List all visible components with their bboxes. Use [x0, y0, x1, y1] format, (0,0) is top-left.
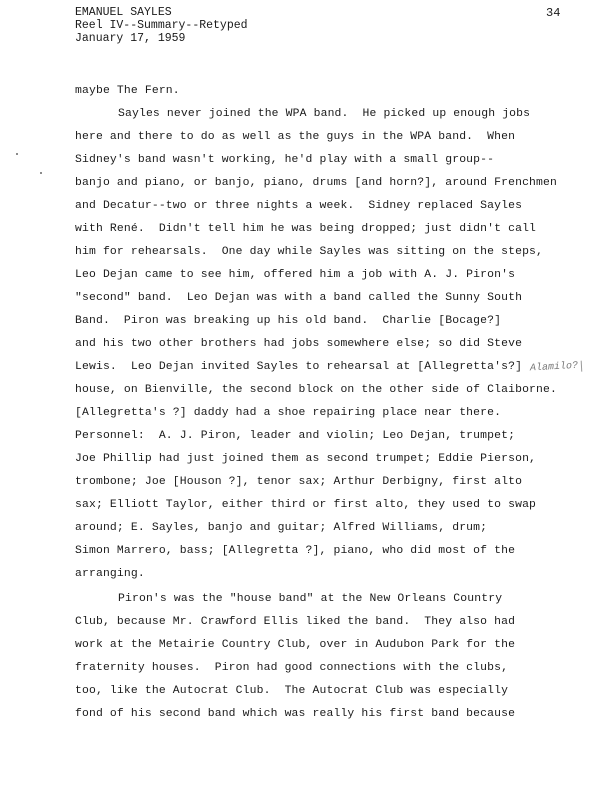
body-line: work at the Metairie Country Club, over in Audubon Park for the: [75, 639, 516, 651]
body-line: Personnel: A. J. Piron, leader and violin; Leo Dejan, trumpet;: [75, 430, 516, 442]
body-line: Sidney's band wasn't working, he'd play with a small group--: [75, 154, 495, 166]
scan-speck: [16, 153, 18, 155]
body-line: fraternity houses. Piron had good connections with the clubs,: [75, 662, 509, 674]
scan-speck: [40, 172, 42, 174]
body-line: too, like the Autocrat Club. The Autocrat Club was especially: [75, 685, 509, 697]
header-name: EMANUEL SAYLES: [75, 6, 172, 19]
body-line: Leo Dejan came to see him, offered him a job with A. J. Piron's: [75, 269, 516, 281]
body-line: [Allegretta's ?] daddy had a shoe repairing place near there.: [75, 407, 502, 419]
body-line: him for rehearsals. One day while Sayles was sitting on the steps,: [75, 246, 544, 258]
header-reel: Reel IV--Summary--Retyped: [75, 19, 248, 32]
body-line: with René. Didn't tell him he was being dropped; just didn't call: [75, 223, 537, 235]
body-line: house, on Bienville, the second block on the other side of Claiborne.: [75, 384, 557, 396]
body-line: maybe The Fern.: [75, 85, 180, 97]
handwritten-margin-note: Alamilo?: [530, 361, 583, 375]
body-line: around; E. Sayles, banjo and guitar; Alfred Williams, drum;: [75, 522, 488, 534]
body-line: sax; Elliott Taylor, either third or first alto, they used to swap: [75, 499, 537, 511]
body-line: Joe Phillip had just joined them as second trumpet; Eddie Pierson,: [75, 453, 537, 465]
body-line: Sayles never joined the WPA band. He picked up enough jobs: [118, 108, 531, 120]
body-line: fond of his second band which was really his first band because: [75, 708, 516, 720]
body-line: Simon Marrero, bass; [Allegretta ?], piano, who did most of the: [75, 545, 516, 557]
document-header: [75, 6, 248, 45]
body-line: banjo and piano, or banjo, piano, drums [and horn?], around Frenchmen: [75, 177, 557, 189]
page-number: 34: [546, 6, 561, 20]
body-line: and Decatur--two or three nights a week. Sidney replaced Sayles: [75, 200, 523, 212]
body-line: trombone; Joe [Houson ?], tenor sax; Arthur Derbigny, first alto: [75, 476, 523, 488]
body-line: Band. Piron was breaking up his old band. Charlie [Bocage?]: [75, 315, 502, 327]
body-line: Lewis. Leo Dejan invited Sayles to rehearsal at [Allegretta's?]: [75, 361, 523, 373]
body-line: Club, because Mr. Crawford Ellis liked the band. They also had: [75, 616, 516, 628]
body-line: arranging.: [75, 568, 145, 580]
body-line: "second" band. Leo Dejan was with a band called the Sunny South: [75, 292, 523, 304]
body-line: and his two other brothers had jobs somewhere else; so did Steve: [75, 338, 523, 350]
body-line: here and there to do as well as the guys in the WPA band. When: [75, 131, 516, 143]
header-date: January 17, 1959: [75, 32, 186, 45]
body-line: Piron's was the "house band" at the New Orleans Country: [118, 593, 503, 605]
